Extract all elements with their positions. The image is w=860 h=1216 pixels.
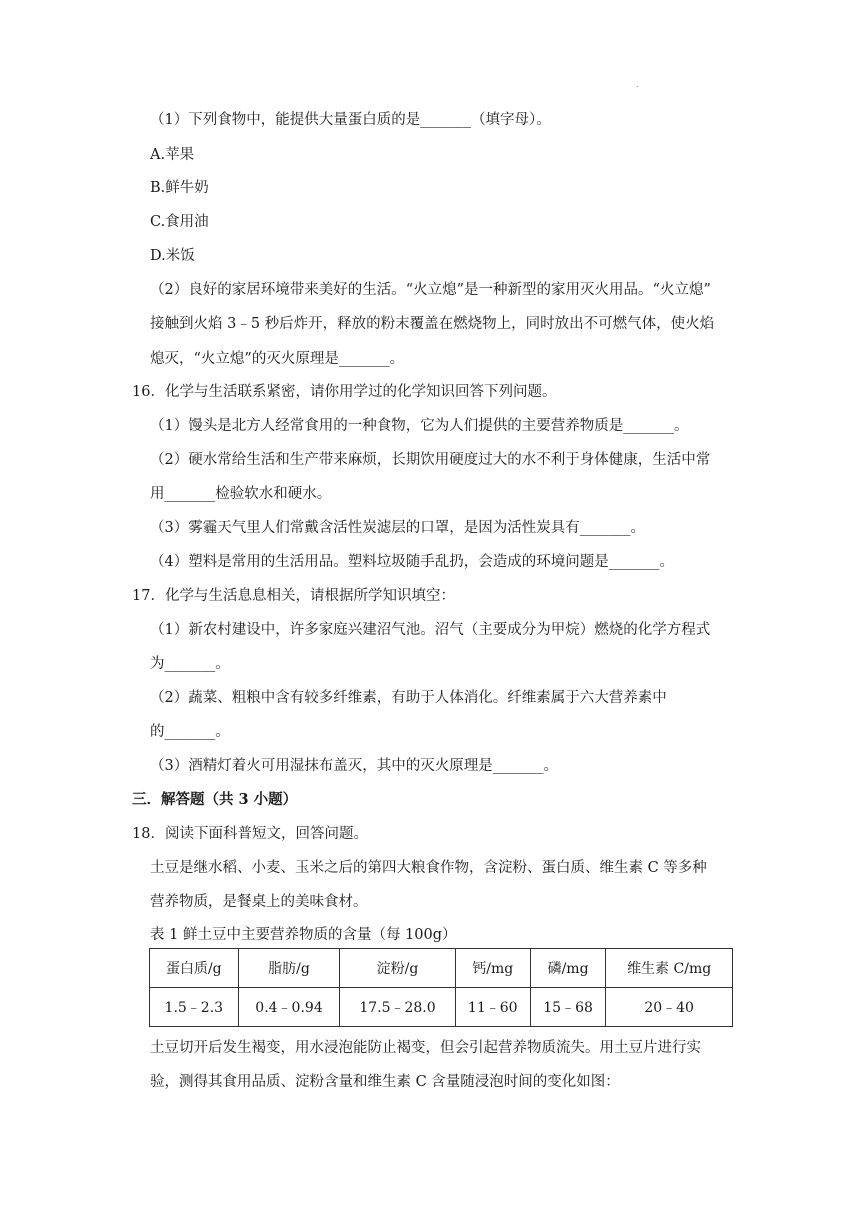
table-header-cell: 钙/mg: [455, 949, 530, 988]
table-row: [150, 988, 733, 1027]
table-header-row: [150, 949, 733, 988]
q17-sub3: （3）酒精灯着火可用湿抹布盖灭，其中的灭火原理是_______。: [150, 758, 558, 774]
q15-option-c: C.食用油: [150, 214, 209, 230]
table-cell: 1.5﹣2.3: [150, 988, 239, 1027]
q17-sub2-line1: （2）蔬菜、粗粮中含有较多纤维素，有助于人体消化。纤维素属于六大营养素中: [150, 690, 667, 706]
q16-sub2-line2: 用_______检验软水和硬水。: [150, 486, 332, 502]
q15-sub2-line3: 熄灭，“火立熄”的灭火原理是_______。: [150, 351, 405, 367]
q17-sub1-line1: （1）新农村建设中，许多家庭兴建沼气池。沼气（主要成分为甲烷）燃烧的化学方程式: [150, 622, 711, 638]
table-cell: 20﹣40: [606, 988, 733, 1027]
q18-title: 18．阅读下面科普短文，回答问题。: [132, 826, 368, 842]
q17-sub1-line2: 为_______。: [150, 656, 230, 672]
q15-sub2-line1: （2）良好的家居环境带来美好的生活。“火立熄”是一种新型的家用灭火用品。“火立熄”: [150, 282, 711, 298]
table-header-cell: 磷/mg: [530, 949, 605, 988]
q18-table-caption: 表 1 鲜土豆中主要营养物质的含量（每 100g）: [150, 927, 457, 943]
q17-sub2-line2: 的_______。: [150, 724, 230, 740]
q15-option-d: D.米饭: [150, 248, 195, 264]
q18-after-line1: 土豆切开后发生褐变，用水浸泡能防止褐变，但会引起营养物质流失。用土豆片进行实: [150, 1040, 701, 1056]
page-mark: .: [636, 80, 639, 89]
table-header-cell: 脂肪/g: [238, 949, 340, 988]
q16-sub4: （4）塑料是常用的生活用品。塑料垃圾随手乱扔，会造成的环境问题是_______。: [150, 554, 674, 570]
table-header-cell: 维生素 C/mg: [606, 949, 733, 988]
q17-title: 17．化学与生活息息相关，请根据所学知识填空：: [132, 588, 455, 604]
table-cell: 15﹣68: [530, 988, 605, 1027]
table-header-cell: 淀粉/g: [340, 949, 455, 988]
q18-intro-line2: 营养物质，是餐桌上的美味食材。: [150, 894, 368, 910]
q16-sub1: （1）馒头是北方人经常食用的一种食物，它为人们提供的主要营养物质是_______。: [150, 418, 689, 434]
q15-option-b: B.鲜牛奶: [150, 180, 209, 196]
section-heading: 三．解答题（共 3 小题）: [132, 791, 298, 808]
q15-sub2-line2: 接触到火焰 3﹣5 秒后炸开，释放的粉末覆盖在燃烧物上，同时放出不可燃气体，使火焰: [150, 316, 715, 332]
q18-after-line2: 验，测得其食用品质、淀粉含量和维生素 C 含量随浸泡时间的变化如图：: [150, 1074, 620, 1090]
q16-sub2-line1: （2）硬水常给生活和生产带来麻烦，长期饮用硬度过大的水不利于身体健康，生活中常: [150, 452, 711, 468]
nutrient-table: [149, 948, 733, 1027]
q15-option-a: A.苹果: [150, 147, 195, 163]
table-cell: 0.4﹣0.94: [238, 988, 340, 1027]
q15-sub1: （1）下列食物中，能提供大量蛋白质的是_______（填字母）。: [150, 112, 551, 128]
q18-intro-line1: 土豆是继水稻、小麦、玉米之后的第四大粮食作物，含淀粉、蛋白质、维生素 C 等多种: [150, 860, 707, 876]
q16-title: 16．化学与生活联系紧密，请你用学过的化学知识回答下列问题。: [132, 384, 557, 400]
q16-sub3: （3）雾霾天气里人们常戴含活性炭滤层的口罩，是因为活性炭具有_______。: [150, 520, 645, 536]
table-cell: 17.5﹣28.0: [340, 988, 455, 1027]
table-cell: 11﹣60: [455, 988, 530, 1027]
table-header-cell: 蛋白质/g: [150, 949, 239, 988]
